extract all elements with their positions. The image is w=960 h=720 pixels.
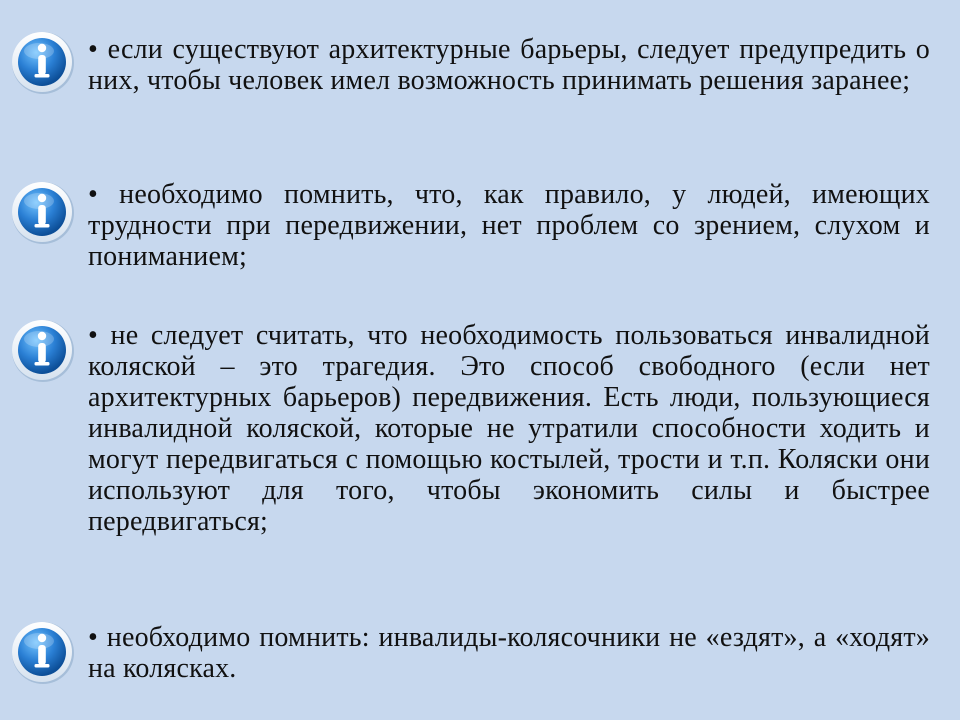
info-icon bbox=[10, 30, 76, 96]
bullet-text: • необходимо помнить: инвалиды-колясочники не «ездят», а «ходят» на колясках. bbox=[88, 622, 930, 684]
bullet-text: • необходимо помнить, что, как правило, у людей, имеющих трудности при передвижении, нет проблем со зрением, слухом и пониманием; bbox=[88, 179, 930, 272]
info-icon bbox=[10, 180, 76, 246]
info-icon bbox=[10, 620, 76, 686]
info-icon bbox=[10, 318, 76, 384]
bullet-text: • не следует считать, что необходимость пользоваться инвалидной коляской – это трагедия. Это способ свободного (если нет архитектурных барьеров) передвижения. Есть люди, пользующиеся инвалидной коляской, которые не утратили способности ходить и могут передвигаться с помощью костылей, трости и т.п. Коляски они используют для того, чтобы экономить силы и быстрее передвигаться; bbox=[88, 320, 930, 537]
bullet-text: • если существуют архитектурные барьеры, следует предупредить о них, чтобы человек имел возможность принимать решения заранее; bbox=[88, 34, 930, 96]
